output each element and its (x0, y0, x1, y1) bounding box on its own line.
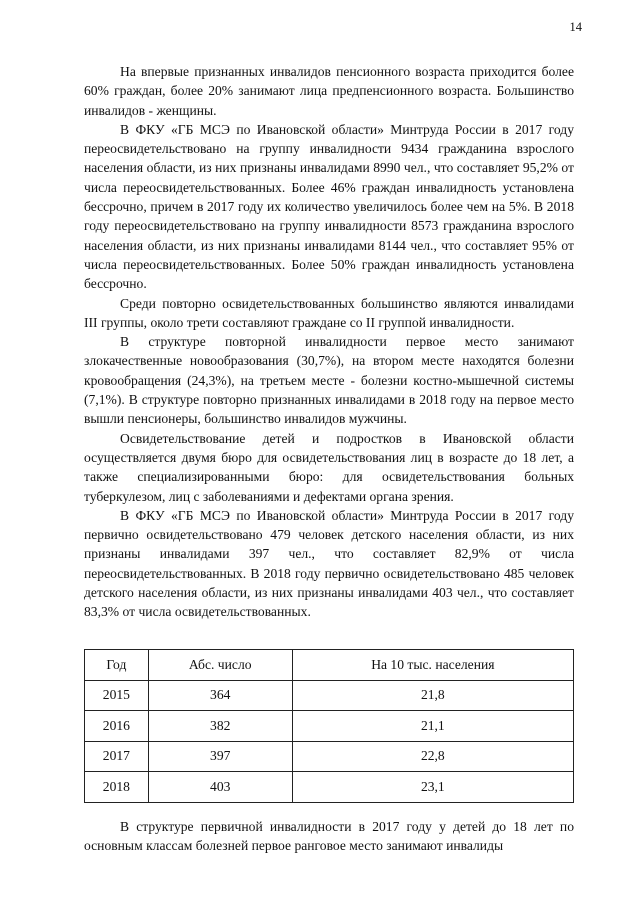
table-cell-absolute: 382 (148, 711, 292, 742)
table-cell-per-10k: 21,1 (292, 711, 573, 742)
table-cell-year: 2016 (85, 711, 149, 742)
table-row (85, 741, 574, 772)
table-cell-per-10k: 21,8 (292, 680, 573, 711)
table-cell-year: 2015 (85, 680, 149, 711)
paragraph: Среди повторно освидетельствованных большинство являются инвалидами III группы, около трети составляют граждане со II группой инвалидности. (84, 295, 574, 330)
table-row (85, 772, 574, 803)
table-header-row (85, 650, 574, 681)
paragraph: В структуре первичной инвалидности в 2017 году у детей до 18 лет по основным классам болезней первое ранговое место занимают инвалиды (84, 819, 574, 854)
body-text (84, 62, 574, 622)
closing-text (84, 817, 574, 856)
page-number: 14 (569, 20, 582, 34)
paragraph: В ФКУ «ГБ МСЭ по Ивановской области» Минтруда России в 2017 году первично освидетельствовано 479 человек детского населения области, из них признаны инвалидами 397 чел., что составляет 82,9% от числа переосвидетельствованных. В 2018 году первично освидетельствовано 485 человек детского населения области, из них признаны инвалидами 403 чел., что составляет 83,3% от числа освидетельствованных. (84, 507, 574, 620)
header-per-10k: На 10 тыс. населения (292, 650, 573, 681)
paragraph: Освидетельствование детей и подростков в Ивановской области осуществляется двумя бюро для освидетельствования лиц в возрасте до 18 лет, а также специализированными бюро: для освидетельствования больных туберкулезом, лиц с заболеваниями и дефектами органа зрения. (84, 430, 574, 504)
table-row (85, 680, 574, 711)
header-absolute: Абс. число (148, 650, 292, 681)
paragraph: В структуре повторной инвалидности первое место занимают злокачественные новообразования (30,7%), на втором месте находятся болезни кровообращения (24,3%), на третьем месте - болезни костно-мышечной системы (7,1%). В структуре повторно признанных инвалидами в 2018 году на первое место вышли пенсионеры, большинство инвалидов мужчины. (84, 334, 574, 427)
paragraph: На впервые признанных инвалидов пенсионного возраста приходится более 60% граждан, более 20% занимают лица предпенсионного возраста. Большинство инвалидов - женщины. (84, 64, 574, 118)
table-cell-absolute: 397 (148, 741, 292, 772)
table-cell-absolute: 364 (148, 680, 292, 711)
table-cell-year: 2018 (85, 772, 149, 803)
table-cell-per-10k: 22,8 (292, 741, 573, 772)
paragraph: В ФКУ «ГБ МСЭ по Ивановской области» Минтруда России в 2017 году переосвидетельствовано на группу инвалидности 9434 гражданина взрослого населения области, из них признаны инвалидами 8990 чел., что составляет 95,2% от числа переосвидетельствованных. Более 46% граждан инвалидность установлена бессрочно, причем в 2017 году их количество увеличилось более чем на 5%. В 2018 году переосвидетельствовано на группу инвалидности 8573 гражданина взрослого населения области, из них признаны инвалидами 8144 чел., что составляет 95% от числа переосвидетельствованных. Более 50% граждан инвалидность установлена бессрочно. (84, 121, 574, 292)
header-year: Год (85, 650, 149, 681)
table-cell-absolute: 403 (148, 772, 292, 803)
table-cell-per-10k: 23,1 (292, 772, 573, 803)
table-row (85, 711, 574, 742)
disability-table (84, 649, 574, 803)
table-cell-year: 2017 (85, 741, 149, 772)
